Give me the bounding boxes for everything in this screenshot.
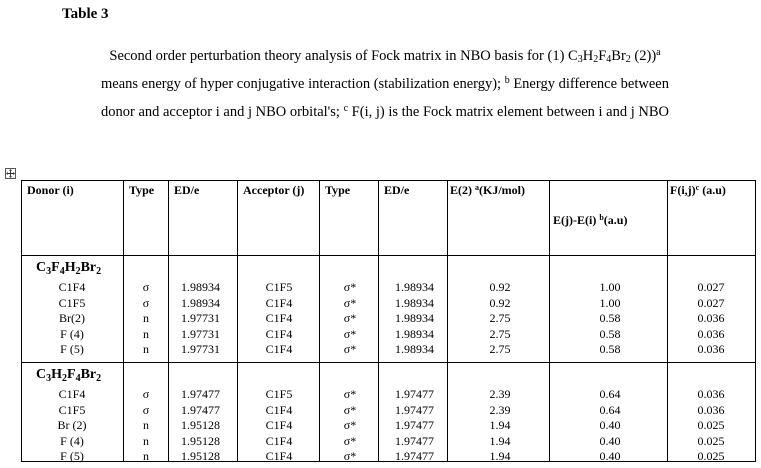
acceptor-ed-cell: 1.98934 — [395, 295, 434, 310]
acceptor-cell: C1F4 — [265, 449, 293, 463]
donor-type-cell: n — [143, 326, 149, 341]
donor-type-cell: n — [143, 342, 149, 356]
donor-cell: Br (2) — [57, 418, 87, 432]
acceptor-cell: C1F4 — [265, 433, 293, 448]
fock-element-cell: 0.027 — [697, 295, 725, 310]
acceptor-cell: C1F4 — [265, 326, 293, 341]
donor-cell: F (4) — [60, 433, 84, 448]
donor-cell: C1F4 — [58, 387, 86, 401]
e2-cell: 0.92 — [489, 295, 511, 310]
donor-cell: Br(2) — [59, 311, 85, 325]
acceptor-ed-cell: 1.97477 — [395, 433, 434, 448]
caption-line-3: donor and acceptor i and j NBO orbital's; $^c$ F(i, j) is the Fock matrix element between i and j NBO — [100, 103, 669, 120]
acceptor-type-cell: σ* — [343, 449, 357, 463]
e2-cell: 2.75 — [489, 311, 511, 325]
acceptor-ed-cell: 1.97477 — [395, 387, 434, 401]
donor-type-cell: σ — [142, 387, 150, 401]
donor-type-cell: n — [143, 449, 149, 463]
header-ed-donor: ED/e — [174, 183, 200, 197]
energy-difference-cell: 0.40 — [599, 449, 621, 463]
column-divider — [447, 181, 448, 461]
donor-ed-cell: 1.97477 — [181, 402, 220, 417]
acceptor-ed-cell: 1.97477 — [395, 418, 434, 432]
energy-difference-cell: 0.58 — [599, 326, 621, 341]
donor-cell: C1F5 — [58, 295, 86, 310]
header-donor: Donor (i) — [27, 183, 74, 197]
donor-type-cell: n — [143, 311, 149, 325]
acceptor-type-cell: σ* — [343, 295, 357, 310]
caption-line-1: Second order perturbation theory analysis of Fock matrix in NBO basis for (1) $C_3H_2F_4Br_2$ (2))$^a$ — [109, 47, 661, 65]
nbo-table — [21, 180, 756, 462]
column-divider — [168, 181, 169, 461]
fock-element-cell: 0.025 — [697, 418, 725, 432]
fock-element-cell: 0.025 — [697, 449, 725, 463]
acceptor-type-cell: σ* — [343, 280, 357, 294]
acceptor-ed-cell: 1.98934 — [395, 311, 434, 325]
column-divider — [237, 181, 238, 461]
donor-type-cell: σ — [142, 295, 150, 310]
e2-cell: 2.75 — [489, 342, 511, 356]
header-energy-difference: E(j)-E(i) $^b$(a.u) — [553, 213, 628, 227]
acceptor-cell: C1F4 — [265, 342, 293, 356]
table-caption — [40, 42, 730, 126]
header-acceptor: Acceptor (j) — [243, 183, 305, 197]
acceptor-type-cell: σ* — [343, 402, 357, 417]
donor-ed-cell: 1.97731 — [181, 326, 220, 341]
e2-cell: 2.39 — [489, 387, 511, 401]
table-move-handle-icon[interactable] — [5, 168, 16, 179]
energy-difference-cell: 0.64 — [599, 402, 621, 417]
column-divider — [123, 181, 124, 461]
donor-ed-cell: 1.98934 — [181, 280, 220, 294]
acceptor-type-cell: σ* — [343, 326, 357, 341]
acceptor-cell: C1F4 — [265, 418, 293, 432]
energy-difference-cell: 1.00 — [599, 280, 621, 294]
acceptor-type-cell: σ* — [343, 342, 357, 356]
e2-cell: 2.75 — [489, 326, 511, 341]
donor-ed-cell: 1.97477 — [181, 387, 220, 401]
acceptor-type-cell: σ* — [343, 418, 357, 432]
acceptor-cell: C1F5 — [265, 280, 293, 294]
e2-cell: 1.94 — [489, 418, 511, 432]
fock-element-cell: 0.036 — [697, 326, 725, 341]
energy-difference-cell: 0.40 — [599, 418, 621, 432]
molecule-formula: $C_3F_4H_2Br_2$ — [36, 260, 102, 277]
header-fock-element: $F(i,j)^c$ (a.u) — [670, 183, 726, 197]
acceptor-cell: C1F4 — [265, 311, 293, 325]
energy-difference-cell: 0.58 — [599, 342, 621, 356]
donor-ed-cell: 1.95128 — [181, 433, 220, 448]
header-type-donor: Type — [129, 183, 155, 197]
e2-cell: 2.39 — [489, 402, 511, 417]
e2-cell: 1.94 — [489, 433, 511, 448]
donor-cell: C1F4 — [58, 280, 86, 294]
acceptor-ed-cell: 1.97477 — [395, 402, 434, 417]
e2-cell: 1.94 — [489, 449, 511, 463]
donor-type-cell: σ — [142, 402, 150, 417]
acceptor-type-cell: σ* — [343, 387, 357, 401]
donor-ed-cell: 1.97731 — [181, 342, 220, 356]
energy-difference-cell: 0.40 — [599, 433, 621, 448]
donor-cell: F (5) — [60, 449, 84, 463]
acceptor-ed-cell: 1.98934 — [395, 280, 434, 294]
donor-cell: F (4) — [60, 326, 84, 341]
donor-type-cell: n — [143, 418, 149, 432]
fock-element-cell: 0.036 — [697, 387, 725, 401]
fock-element-cell: 0.025 — [697, 433, 725, 448]
donor-ed-cell: 1.97731 — [181, 311, 220, 325]
donor-cell: F (5) — [60, 342, 84, 356]
caption-line-2: means energy of hyper conjugative interaction (stabilization energy); $^b$ Energy difference between — [100, 75, 669, 92]
acceptor-type-cell: σ* — [343, 433, 357, 448]
fock-element-cell: 0.036 — [697, 342, 725, 356]
donor-ed-cell: 1.98934 — [181, 295, 220, 310]
acceptor-ed-cell: 1.98934 — [395, 326, 434, 341]
fock-element-cell: 0.027 — [697, 280, 725, 294]
acceptor-cell: C1F5 — [265, 387, 293, 401]
e2-cell: 0.92 — [489, 280, 511, 294]
row-divider — [22, 255, 755, 256]
acceptor-cell: C1F4 — [265, 402, 293, 417]
donor-ed-cell: 1.95128 — [181, 418, 220, 432]
energy-difference-cell: 1.00 — [599, 295, 621, 310]
header-e2: E(2) $^a$(KJ/mol) — [450, 183, 525, 197]
row-divider — [22, 362, 755, 363]
donor-cell: C1F5 — [58, 402, 86, 417]
acceptor-ed-cell: 1.97477 — [395, 449, 434, 463]
donor-type-cell: σ — [142, 280, 150, 294]
header-ed-acceptor: ED/e — [384, 183, 410, 197]
acceptor-cell: C1F4 — [265, 295, 293, 310]
fock-element-cell: 0.036 — [697, 311, 725, 325]
fock-element-cell: 0.036 — [697, 402, 725, 417]
acceptor-ed-cell: 1.98934 — [395, 342, 434, 356]
energy-difference-cell: 0.64 — [599, 387, 621, 401]
donor-ed-cell: 1.95128 — [181, 449, 220, 463]
table-label: Table 3 — [62, 6, 109, 22]
energy-difference-cell: 0.58 — [599, 311, 621, 325]
acceptor-type-cell: σ* — [343, 311, 357, 325]
molecule-formula: $C_3H_2F_4Br_2$ — [36, 367, 102, 384]
header-type-acceptor: Type — [325, 183, 351, 197]
donor-type-cell: n — [143, 433, 149, 448]
